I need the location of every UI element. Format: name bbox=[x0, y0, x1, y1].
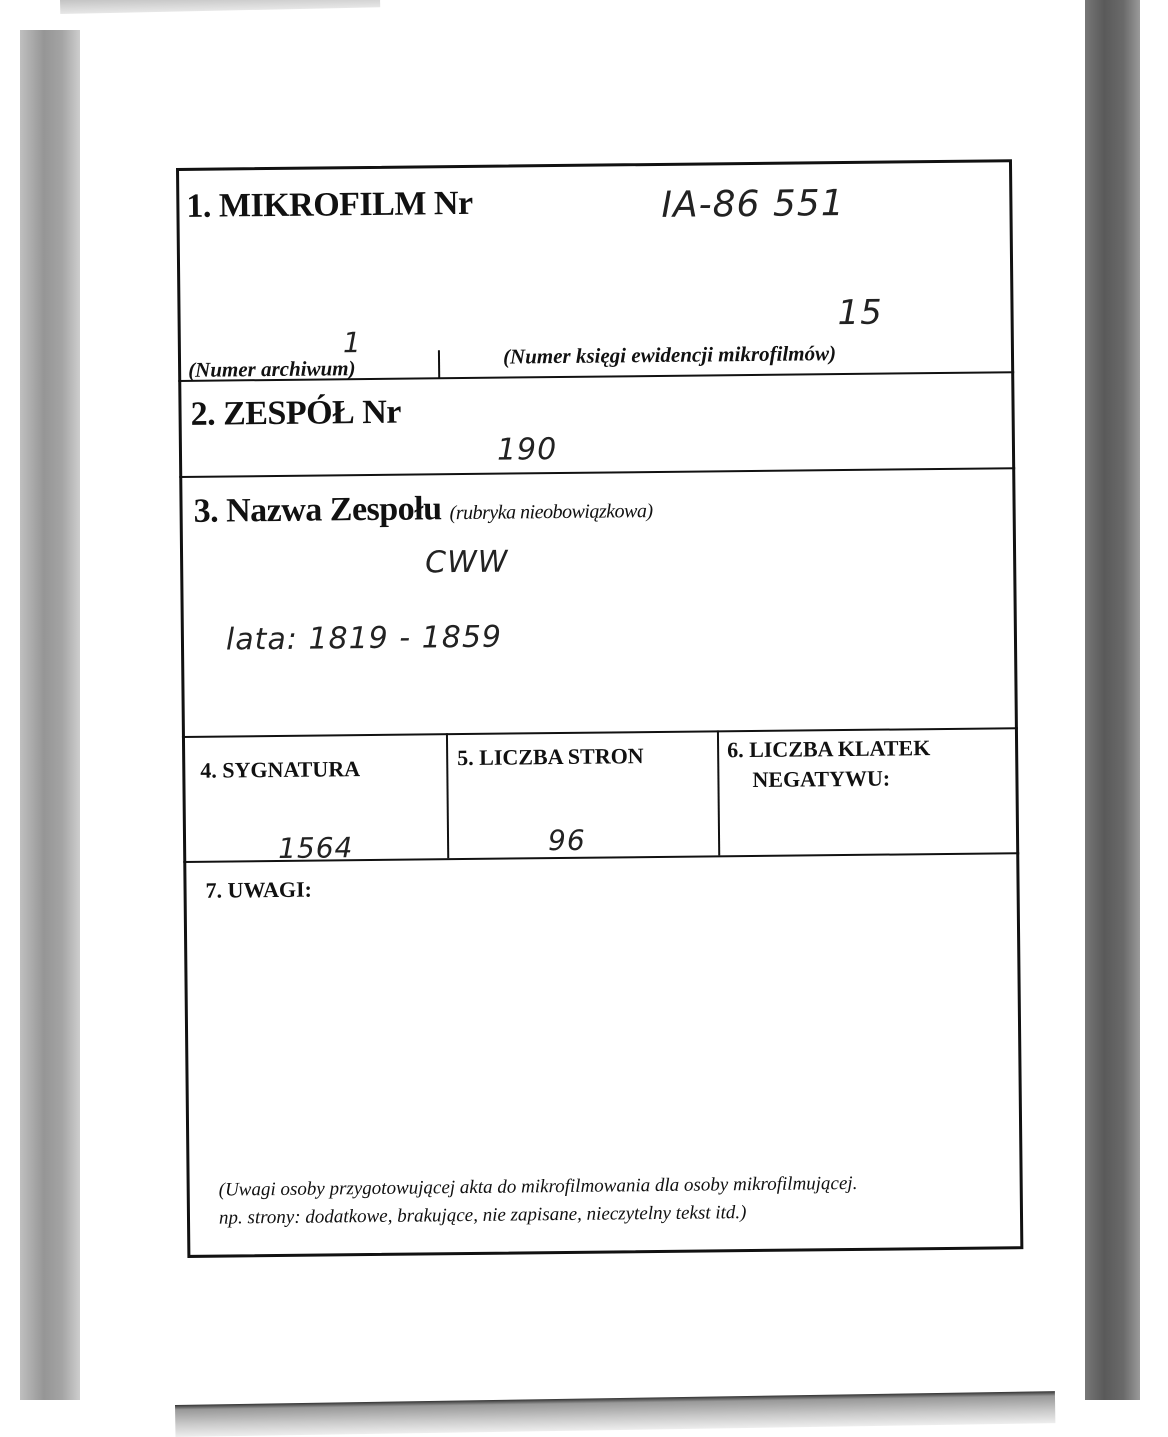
register-number-label: (Numer księgi ewidencji mikrofilmów) bbox=[502, 341, 837, 369]
microfilm-form-card bbox=[176, 159, 1023, 1258]
archive-divider bbox=[438, 350, 440, 378]
field4-label: 4. SYGNATURA bbox=[200, 756, 361, 783]
field2-label: 2. ZESPÓŁ Nr bbox=[190, 393, 402, 433]
archive-number-value: 1 bbox=[342, 326, 362, 360]
field6-label-line2: NEGATYWU: bbox=[752, 765, 891, 792]
fonds-dates-value: lata: 1819 - 1859 bbox=[225, 619, 503, 658]
field3-optional-note: (rubryka nieobowiązkowa) bbox=[449, 500, 653, 525]
field1-label: 1. MIKROFILM Nr bbox=[186, 184, 473, 225]
scan-border-left bbox=[20, 30, 80, 1400]
field3-label bbox=[193, 488, 652, 531]
field7-label: 7. UWAGI: bbox=[205, 876, 313, 903]
remarks-note-line1: (Uwagi osoby przygotowującej akta do mikrofilmowania dla osoby mikrofilmującej. bbox=[218, 1172, 858, 1201]
register-number-value: 15 bbox=[837, 292, 884, 334]
scan-border-bottom bbox=[175, 1391, 1055, 1437]
microfilm-number-value: IA-86 551 bbox=[661, 183, 845, 226]
remarks-note-line2: np. strony: dodatkowe, brakujące, nie zapisane, nieczytelny tekst itd.) bbox=[218, 1202, 747, 1229]
field3-label-text: 3. Nazwa Zespołu bbox=[193, 490, 442, 530]
fonds-name-value: CWW bbox=[424, 544, 509, 581]
scan-border-top bbox=[60, 0, 380, 14]
field6-label-line1: 6. LICZBA KLATEK bbox=[726, 735, 931, 763]
page-count-value: 96 bbox=[547, 823, 586, 858]
archive-number-label: (Numer archiwum) bbox=[187, 356, 356, 382]
form-outer-border bbox=[176, 159, 1023, 1258]
fonds-number-value: 190 bbox=[496, 432, 558, 468]
field5-label: 5. LICZBA STRON bbox=[457, 743, 644, 771]
signature-value: 1564 bbox=[277, 831, 354, 865]
scan-border-right bbox=[1085, 0, 1140, 1400]
